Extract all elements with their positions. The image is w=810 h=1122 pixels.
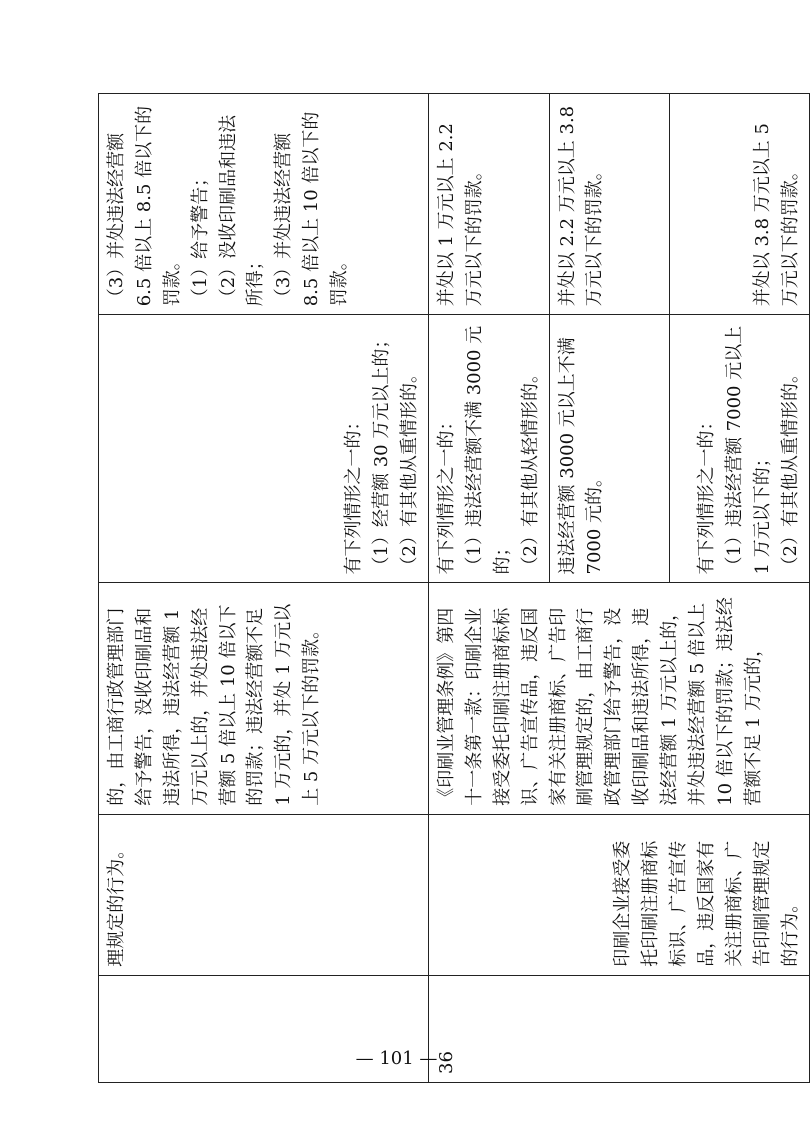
circumstance-cell: [99, 315, 429, 583]
penalty-table: [98, 93, 810, 1083]
penalty-cell: [99, 94, 429, 315]
penalty-line: 并处以 1 万元以上 2.2 万元以下的罚款。: [436, 117, 485, 307]
circumstance-cell: [669, 315, 809, 583]
rotated-penalty-table: [98, 93, 801, 1083]
violation-behavior-cell: 理规定的行为。: [99, 814, 429, 975]
legal-basis-cell: 的，由工商行政管理部门给予警告，没收印刷品和违法所得，违法经营额 1 万元以上的，并处违法经营额 5 倍以上 10 倍以下的罚款；违法经营额不足 1 万元的，并处 1 万元以上 5 万元以下的罚款。: [99, 583, 429, 814]
circumstance-line: （1）经营额 30 万元以上的；: [371, 330, 393, 575]
circumstance-line: （2）有其他从轻情形的。: [519, 365, 541, 575]
circumstance-line: 有下列情形之一的：: [343, 412, 365, 575]
penalty-line: 并处以 2.2 万元以上 3.8 万元以下的罚款。: [556, 100, 606, 307]
penalty-line: （3）并处违法经营额 6.5 倍以上 8.5 倍以下的罚款。: [106, 105, 183, 307]
penalty-cell: [669, 94, 809, 315]
penalty-line: 并处以 3.8 万元以上 5 万元以下的罚款。: [751, 117, 801, 307]
penalty-line: （3）并处违法经营额 8.5 倍以上 10 倍以下的罚款。: [273, 111, 351, 307]
circumstance-line: 有下列情形之一的：: [696, 412, 717, 575]
circumstance-cell: [549, 315, 669, 583]
penalty-cell: [429, 94, 550, 315]
penalty-line: （1）给予警告；: [189, 168, 211, 307]
table-row: [99, 94, 429, 1083]
circumstance-line: 违法经营额 3000 元以上不满 7000 元的。: [556, 331, 606, 575]
circumstance-line: （1）违法经营额 7000 元以上 1 万元以下的；: [723, 320, 773, 575]
circumstance-line: （1）违法经营额不满 3000 元的；: [463, 325, 513, 575]
circumstance-line: （2）有其他从重情形的。: [399, 365, 421, 575]
violation-behavior-cell: 印刷企业接受委托印刷注册商标标识、广告宣传品，违反国家有关注册商标、广告印刷管理规定的行为。: [429, 814, 810, 975]
circumstance-line: （2）有其他从重情形的。: [779, 365, 801, 575]
circumstance-cell: [429, 315, 550, 583]
table-row: [429, 94, 550, 1083]
penalty-line: （2）没收印刷品和违法所得；: [217, 114, 267, 307]
row-number-cell: 36: [429, 975, 810, 1082]
page-number: — 101 —: [355, 1048, 438, 1069]
circumstance-line: 有下列情形之一的：: [436, 412, 457, 575]
penalty-cell: [549, 94, 669, 315]
legal-basis-cell: 《印刷业管理条例》第四十一条第一款：印刷企业接受委托印刷注册商标标识、广告宣传品，违反国家有关注册商标、广告印刷管理规定的，由工商行政管理部门给予警告，没收印刷品和违法所得，违法经营额 1 万元以上的，并处违法经营额 5 倍以上 10 倍以下的罚款；违法经营额不足 1 万元的，: [429, 583, 810, 814]
